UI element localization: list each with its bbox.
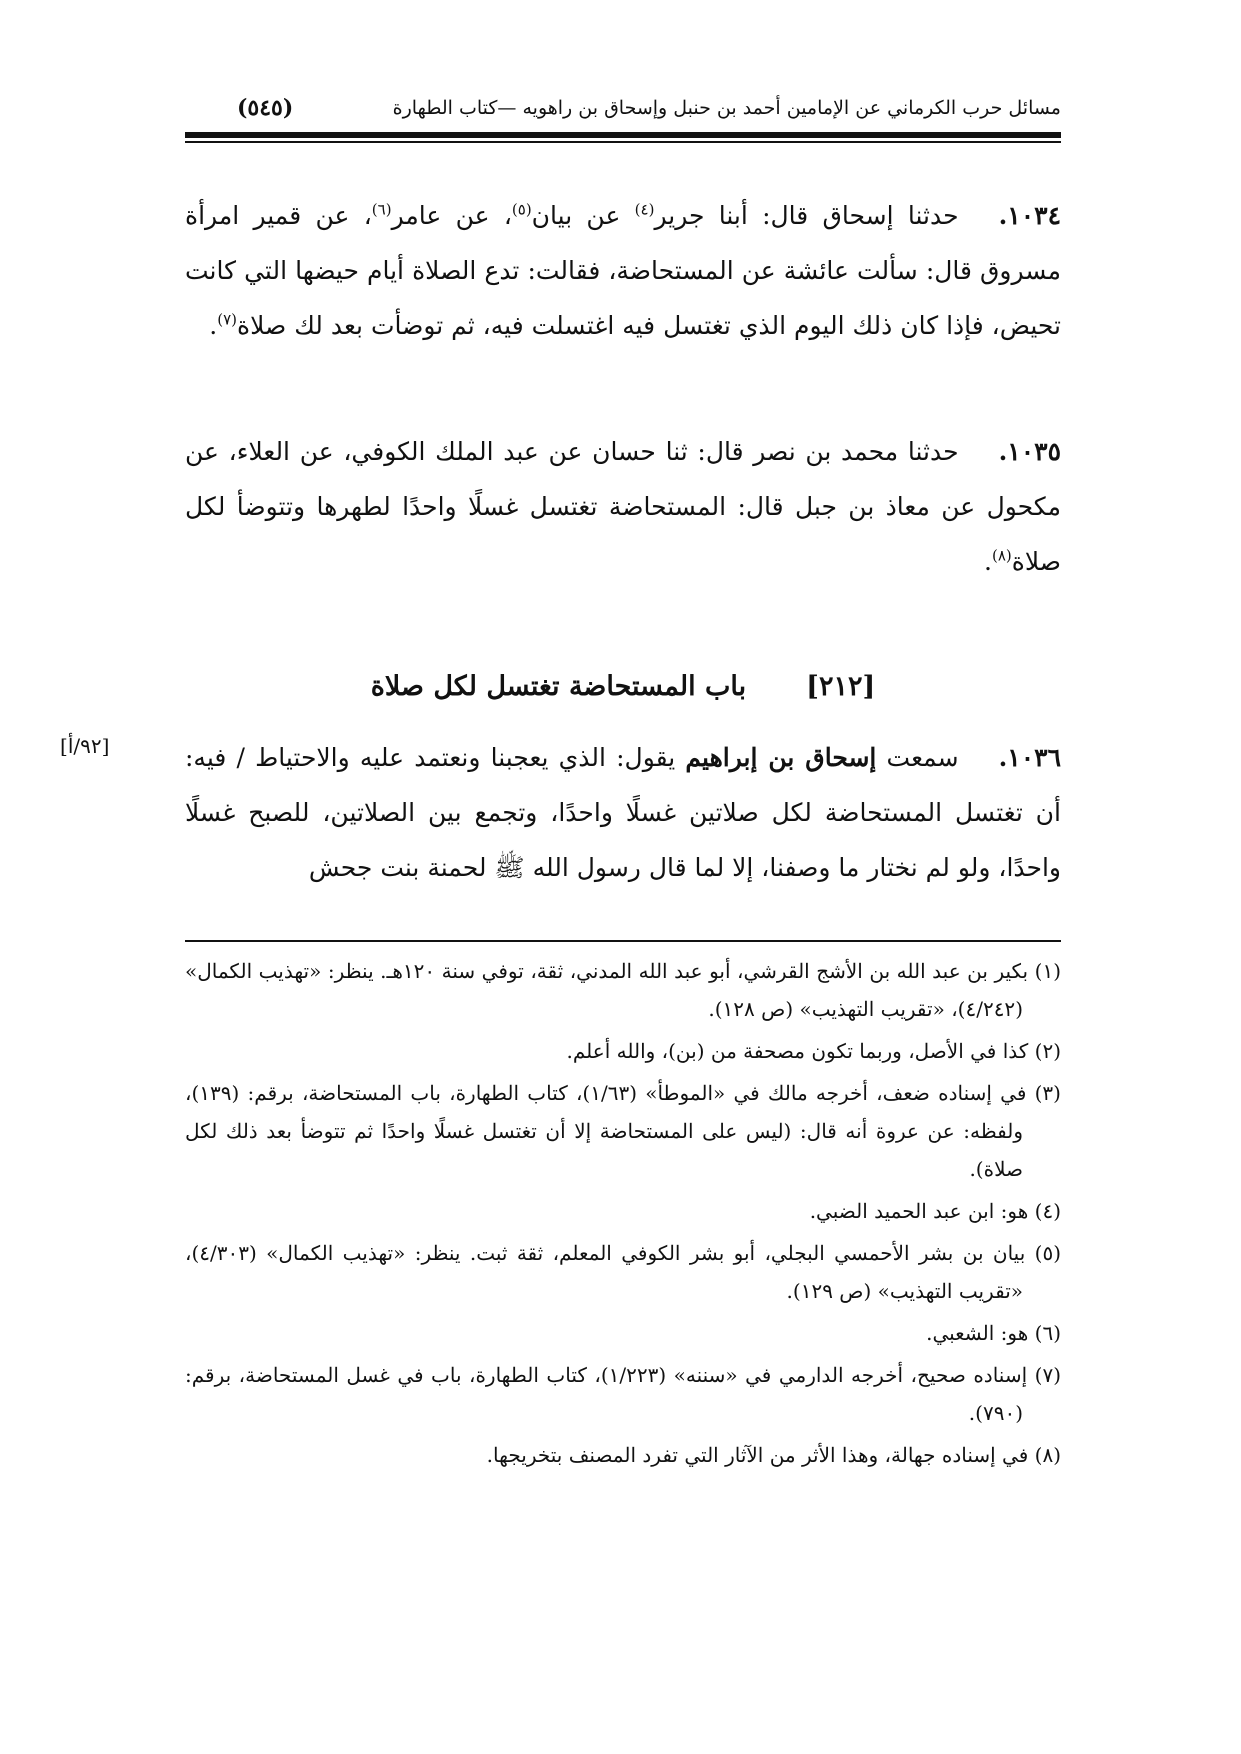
footnote: (٧) إسناده صحيح، أخرجه الدارمي في «سننه» (١/٢٢٣)، كتاب الطهارة، باب في غسل المستحاضة، برقم: (٧٩٠). bbox=[185, 1363, 1061, 1425]
header-title: مسائل حرب الكرماني عن الإمامين أحمد بن حنبل وإسحاق بن راهويه —كتاب الطهارة bbox=[392, 97, 1061, 119]
entry-number: ١٠٣٤. bbox=[998, 201, 1061, 230]
running-header bbox=[185, 88, 1061, 128]
footnote: (٤) هو: ابن عبد الحميد الضبي. bbox=[809, 1199, 1061, 1223]
entry-text: يقول: الذي يعجبنا ونعتمد عليه والاحتياط / فيه: أن تغتسل المستحاضة لكل صلاتين غسلًا واحدًا، وتجمع بين الصلاتين، للصبح غسلًا واحدًا، ولو لم نختار ما وصفنا، إلا لما قال رسول الله ﷺ لحمنة بنت جحش bbox=[185, 743, 1061, 882]
footnote-ref[interactable]: (٦) bbox=[371, 200, 392, 219]
footnotes bbox=[185, 952, 1061, 1478]
section-number: [٢١٢] bbox=[806, 671, 876, 702]
footnote-separator bbox=[185, 940, 1061, 942]
header-rule-thin bbox=[185, 141, 1061, 143]
entry-1035 bbox=[185, 424, 1061, 589]
footnote: (٥) بيان بن بشر الأحمسي البجلي، أبو بشر الكوفي المعلم، ثقة ثبت. ينظر: «تهذيب الكمال» (٤/٣٠٣)، «تقريب التهذيب» (ص ١٢٩). bbox=[185, 1241, 1061, 1303]
entry-text: ، عن قمير امرأة مسروق قال: سألت عائشة عن المستحاضة، فقالت: تدع الصلاة أيام حيضها التي كانت تحيض، فإذا كان ذلك اليوم الذي تغتسل فيه اغتسلت فيه، ثم توضأت بعد لك صلاة bbox=[185, 201, 1061, 340]
entry-number: ١٠٣٦. bbox=[998, 743, 1061, 772]
entry-text: حدثنا محمد بن نصر قال: ثنا حسان عن عبد الملك الكوفي، عن العلاء، عن مكحول عن معاذ بن جبل قال: المستحاضة تغتسل غسلًا واحدًا لطهرها وتتوضأ لكل صلاة bbox=[185, 437, 1061, 576]
footnote: (٨) في إسناده جهالة، وهذا الأثر من الآثار التي تفرد المصنف بتخريجها. bbox=[486, 1443, 1061, 1467]
header-rule-thick bbox=[185, 132, 1061, 138]
footnote-ref[interactable]: (٤) bbox=[634, 200, 655, 219]
footnote: (١) بكير بن عبد الله بن الأشج القرشي، أبو عبد الله المدني، ثقة، توفي سنة ١٢٠هـ. ينظر: «تهذيب الكمال» (٤/٢٤٢)، «تقريب التهذيب» (ص ١٢٨). bbox=[185, 959, 1062, 1021]
footnote-ref[interactable]: (٨) bbox=[991, 546, 1012, 565]
entry-text: . bbox=[984, 547, 992, 576]
entry-number: ١٠٣٥. bbox=[998, 437, 1061, 466]
manuscript-folio-note: [٩٢/أ] bbox=[60, 734, 110, 758]
entry-text: عن بيان bbox=[531, 201, 635, 230]
section-title: باب المستحاضة تغتسل لكل صلاة bbox=[370, 671, 747, 702]
footnote-ref[interactable]: (٧) bbox=[217, 310, 238, 329]
page-number: (٥٤٥) bbox=[237, 95, 294, 121]
footnote-ref[interactable]: (٥) bbox=[511, 200, 532, 219]
narrator-name: إسحاق بن إبراهيم bbox=[685, 743, 877, 772]
footnote: (٦) هو: الشعبي. bbox=[926, 1321, 1061, 1345]
entry-text: ، عن عامر bbox=[391, 201, 512, 230]
entry-text: حدثنا إسحاق قال: أبنا جرير bbox=[654, 201, 959, 230]
entry-1036 bbox=[185, 730, 1061, 895]
entry-text: سمعت bbox=[876, 743, 959, 772]
section-heading bbox=[185, 662, 1061, 712]
entry-1034 bbox=[185, 188, 1061, 353]
footnote: (٢) كذا في الأصل، وربما تكون مصحفة من (بن)، والله أعلم. bbox=[566, 1039, 1061, 1063]
entry-text: . bbox=[209, 311, 218, 340]
footnote: (٣) في إسناده ضعف، أخرجه مالك في «الموطأ» (١/٦٣)، كتاب الطهارة، باب المستحاضة، برقم: (١٣٩)، ولفظه: عن عروة أنه قال: (ليس على المستحاضة إلا أن تغتسل غسلًا واحدًا ثم تتوضأ بعد ذلك لكل صلاة). bbox=[185, 1081, 1061, 1181]
